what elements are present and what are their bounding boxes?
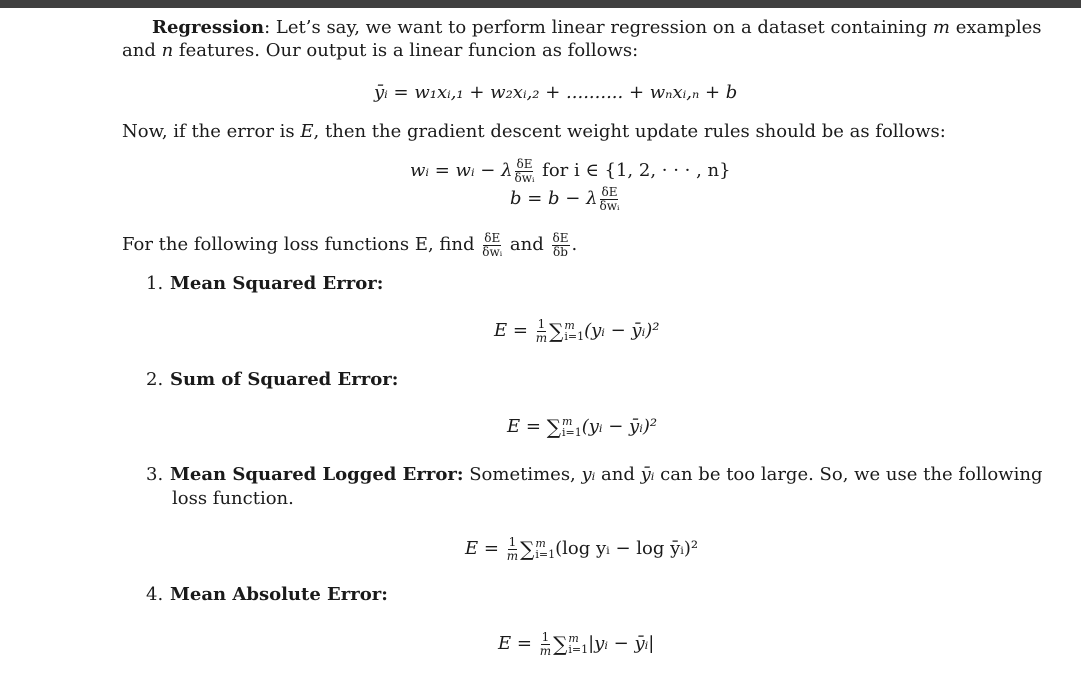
dE-dw-fraction — [515, 158, 535, 184]
frac-numerator: 1 — [537, 317, 546, 331]
frac-numerator: δE — [516, 157, 533, 171]
formula-body: (log yᵢ − log ȳᵢ)² — [555, 538, 699, 560]
formula-lhs: E = — [498, 633, 532, 655]
error-sentence — [122, 123, 946, 141]
list-item-2-heading — [146, 371, 398, 389]
frac-numerator: δE — [484, 231, 501, 245]
list-title: Mean Squared Logged Error: — [170, 464, 464, 485]
sigma-symbol: ∑ — [549, 319, 564, 344]
b-update-lhs: b = b − λ — [510, 188, 598, 210]
formula-body: |yᵢ − ȳᵢ| — [588, 633, 655, 655]
sum-upper-limit: m — [561, 415, 573, 428]
frac-denominator: m — [535, 330, 548, 345]
sum-lower-limit: i=1 — [568, 643, 589, 657]
list-number: 1. — [146, 273, 164, 294]
var-n: n — [161, 40, 174, 61]
one-over-m — [507, 536, 518, 562]
frac-denominator: m — [539, 643, 552, 658]
frac-numerator: 1 — [541, 630, 550, 644]
list-number: 2. — [146, 369, 164, 390]
error-text-1: Now, if the error is — [122, 121, 295, 142]
msle-formula — [465, 536, 698, 562]
var-E: E — [300, 121, 314, 142]
dE-dw-fraction-b — [600, 186, 620, 212]
find-sentence — [122, 232, 577, 258]
weight-update-rule — [410, 158, 731, 184]
bias-update-rule — [510, 186, 621, 212]
frac-numerator: δE — [601, 185, 618, 199]
formula-lhs: E = — [494, 320, 528, 342]
var-m: m — [932, 17, 950, 38]
list-title: Sum of Squared Error: — [170, 369, 399, 390]
sum-upper-limit: m — [535, 537, 546, 551]
intro-line-1 — [152, 19, 1042, 37]
sum-lower-limit: i=1 — [564, 330, 585, 344]
formula-body: (yᵢ − ȳᵢ)² — [584, 320, 660, 342]
regression-heading: Regression — [152, 17, 265, 38]
sum-upper-limit: m — [568, 632, 579, 646]
sigma-symbol: ∑ — [520, 537, 535, 562]
dE-dw-fraction-find — [482, 232, 502, 258]
summation — [520, 538, 555, 560]
msle-desc-2: can be too large. So, we use the following — [660, 464, 1043, 485]
one-over-m — [540, 631, 551, 657]
list-title: Mean Absolute Error: — [170, 584, 388, 605]
list-number: 4. — [146, 584, 164, 605]
w-update-lhs: wᵢ = wᵢ − λ — [410, 160, 513, 182]
and-text: and — [509, 234, 544, 256]
intro-text-1: : Let’s say, we want to perform linear regression on a dataset containing — [264, 17, 928, 38]
sigma-symbol: ∑ — [553, 632, 568, 657]
intro-text-2-start: and — [122, 40, 156, 61]
dE-db-fraction — [552, 232, 570, 258]
intro-text-2: features. Our output is a linear funcion as follows: — [178, 40, 639, 61]
formula-lhs: E = — [507, 416, 541, 437]
mae-formula — [498, 631, 654, 657]
intro-text-1-end: examples — [955, 17, 1042, 38]
frac-denominator: m — [506, 548, 519, 563]
frac-denominator: δwᵢ — [599, 198, 620, 213]
frac-denominator: δwᵢ — [514, 170, 535, 185]
intro-line-2 — [122, 42, 638, 60]
formula-body: (yᵢ − ȳᵢ)² — [581, 416, 658, 437]
mse-formula — [494, 318, 659, 344]
list-title: Mean Squared Error: — [170, 273, 384, 294]
list-item-1-heading — [146, 275, 383, 293]
list-number: 3. — [146, 464, 164, 485]
one-over-m — [536, 318, 547, 344]
linear-equation: ȳᵢ = w₁xᵢ,₁ + w₂xᵢ,₂ + .......... + wₙxᵢ,ₙ + b — [374, 82, 738, 103]
list-item-4-heading — [146, 586, 388, 604]
frac-denominator: δwᵢ — [482, 244, 503, 259]
sigma-symbol: ∑ — [546, 415, 561, 439]
var-y-i: yᵢ — [581, 464, 596, 485]
formula-lhs: E = — [465, 538, 499, 560]
error-text-2: , then the gradient descent weight update rules should be as follows: — [313, 121, 946, 142]
summation — [549, 320, 584, 342]
msle-desc-1: Sometimes, — [469, 464, 576, 485]
frac-numerator: δE — [552, 231, 569, 245]
list-item-3-heading — [146, 466, 1042, 484]
msle-desc-and: and — [601, 464, 635, 485]
top-border — [0, 0, 1081, 8]
sum-upper-limit: m — [564, 319, 575, 333]
period: . — [571, 234, 578, 256]
sum-lower-limit: i=1 — [561, 426, 582, 439]
find-text: For the following loss functions E, find — [122, 234, 475, 256]
sum-lower-limit: i=1 — [535, 548, 556, 562]
msle-desc-line-2: loss function. — [172, 488, 294, 509]
summation — [547, 416, 582, 438]
frac-denominator: δb — [553, 244, 568, 259]
var-ybar-i: ȳᵢ — [640, 464, 655, 485]
sse-formula — [507, 416, 657, 438]
frac-numerator: 1 — [508, 535, 517, 549]
for-clause: for i ∈ {1, 2, · · · , n} — [542, 160, 731, 182]
summation — [553, 633, 588, 655]
